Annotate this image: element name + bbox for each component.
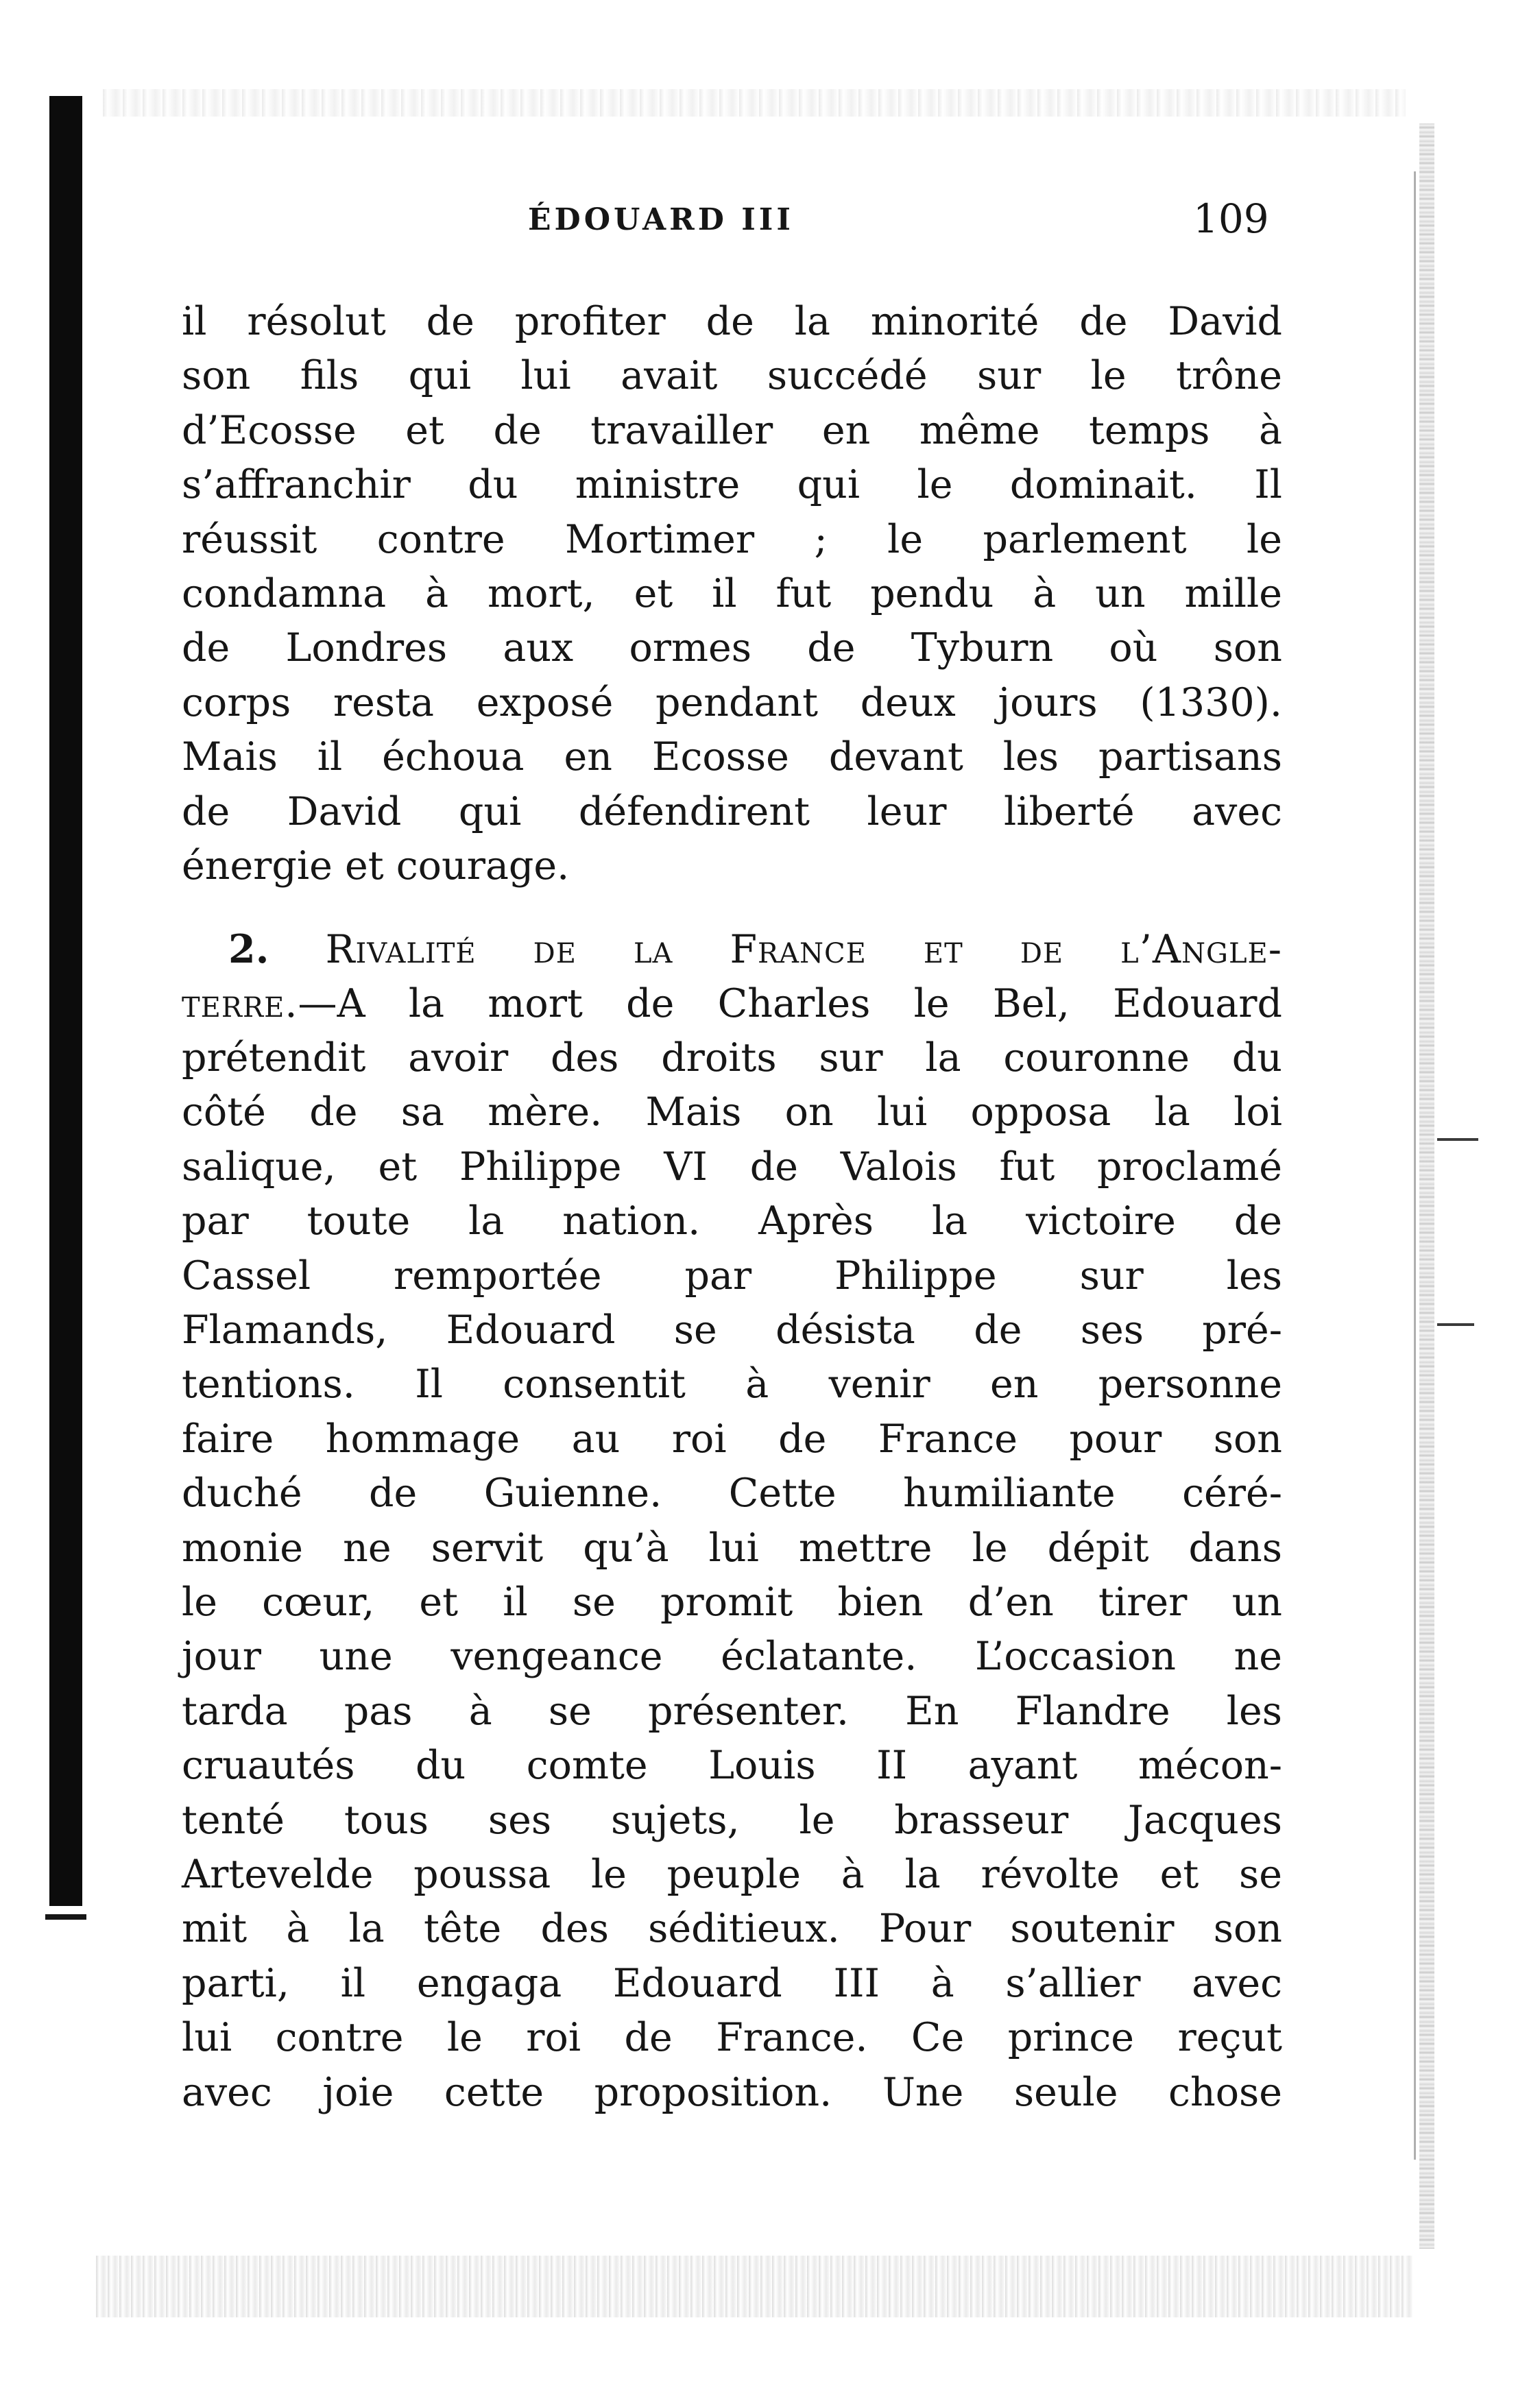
edge-dash-mark (1437, 1138, 1478, 1141)
section-number: 2. (228, 926, 269, 973)
running-head (0, 195, 1540, 250)
text-line: de Londres aux ormes de Tyburn où son (182, 625, 1282, 671)
text-line: tentions. Il consentit à venir en personne (182, 1362, 1282, 1408)
text-line: réussit contre Mortimer ; le parlement le (182, 516, 1282, 562)
text-line: d’Ecosse et de travailler en même temps à (182, 407, 1282, 453)
text-line: cruautés du comte Louis II ayant mécon- (182, 1743, 1282, 1789)
section-heading-cont: terre. (182, 980, 298, 1026)
text-line: Cassel remportée par Philippe sur les (182, 1253, 1282, 1299)
text-line: corps resta exposé pendant deux jours (1330). (182, 679, 1282, 725)
section-heading-line (182, 977, 1282, 1031)
edge-dash-mark (1437, 1323, 1474, 1326)
section-heading-line (182, 922, 1282, 976)
page-number: 109 (1193, 195, 1269, 242)
text-line: salique, et Philippe VI de Valois fut proclamé (182, 1144, 1282, 1190)
section-heading: Rivalité de la France et de l’Angle- (325, 927, 1282, 973)
text-line: de David qui défendirent leur liberté avec (182, 788, 1282, 834)
page-edge-shadow (1419, 123, 1434, 2249)
scan-noise-top (103, 89, 1406, 117)
scan-margin-mark (45, 1914, 86, 1920)
text-line: tenté tous ses sujets, le brasseur Jacques (182, 1797, 1282, 1843)
text-line: Artevelde poussa le peuple à la révolte et se (182, 1851, 1282, 1897)
page-edge-line (1414, 171, 1416, 2160)
text-line: condamna à mort, et il fut pendu à un mille (182, 570, 1282, 616)
text-line: avec joie cette proposition. Une seule chose (182, 2069, 1282, 2115)
text-line: s’affranchir du ministre qui le dominait. Il (182, 462, 1282, 508)
text-line: par toute la nation. Après la victoire de (182, 1198, 1282, 1244)
text-line: prétendit avoir des droits sur la couronne du (182, 1035, 1282, 1081)
text-line: Mais il échoua en Ecosse devant les partisans (182, 734, 1282, 780)
text-line: monie ne servit qu’à lui mettre le dépit dans (182, 1525, 1282, 1571)
body-text (182, 295, 1282, 2120)
text-line: mit à la tête des séditieux. Pour soutenir son (182, 1906, 1282, 1952)
text-line: son fils qui lui avait succédé sur le trône (182, 353, 1282, 399)
text-line: Flamands, Edouard se désista de ses pré- (182, 1307, 1282, 1353)
text-line: énergie et courage. (182, 843, 570, 889)
text-run: —A la mort de Charles le Bel, Edouard (298, 980, 1282, 1026)
scan-noise-bottom (96, 2256, 1412, 2317)
text-line: jour une vengeance éclatante. L’occasion ne (182, 1634, 1282, 1680)
text-line: lui contre le roi de France. Ce prince reçut (182, 2015, 1282, 2061)
section-2 (182, 922, 1282, 2120)
running-title: ÉDOUARD III (528, 202, 794, 237)
text-line: le cœur, et il se promit bien d’en tirer un (182, 1579, 1282, 1625)
text-line: côté de sa mère. Mais on lui opposa la loi (182, 1089, 1282, 1135)
text-line: duché de Guienne. Cette humiliante céré- (182, 1471, 1282, 1517)
paragraph (182, 295, 1282, 893)
text-line: faire hommage au roi de France pour son (182, 1416, 1282, 1462)
text-line: tarda pas à se présenter. En Flandre les (182, 1688, 1282, 1734)
text-line: parti, il engaga Edouard III à s’allier avec (182, 1960, 1282, 2006)
text-line: il résolut de profiter de la minorité de David (182, 299, 1282, 344)
scan-binding-shadow (49, 96, 82, 1906)
